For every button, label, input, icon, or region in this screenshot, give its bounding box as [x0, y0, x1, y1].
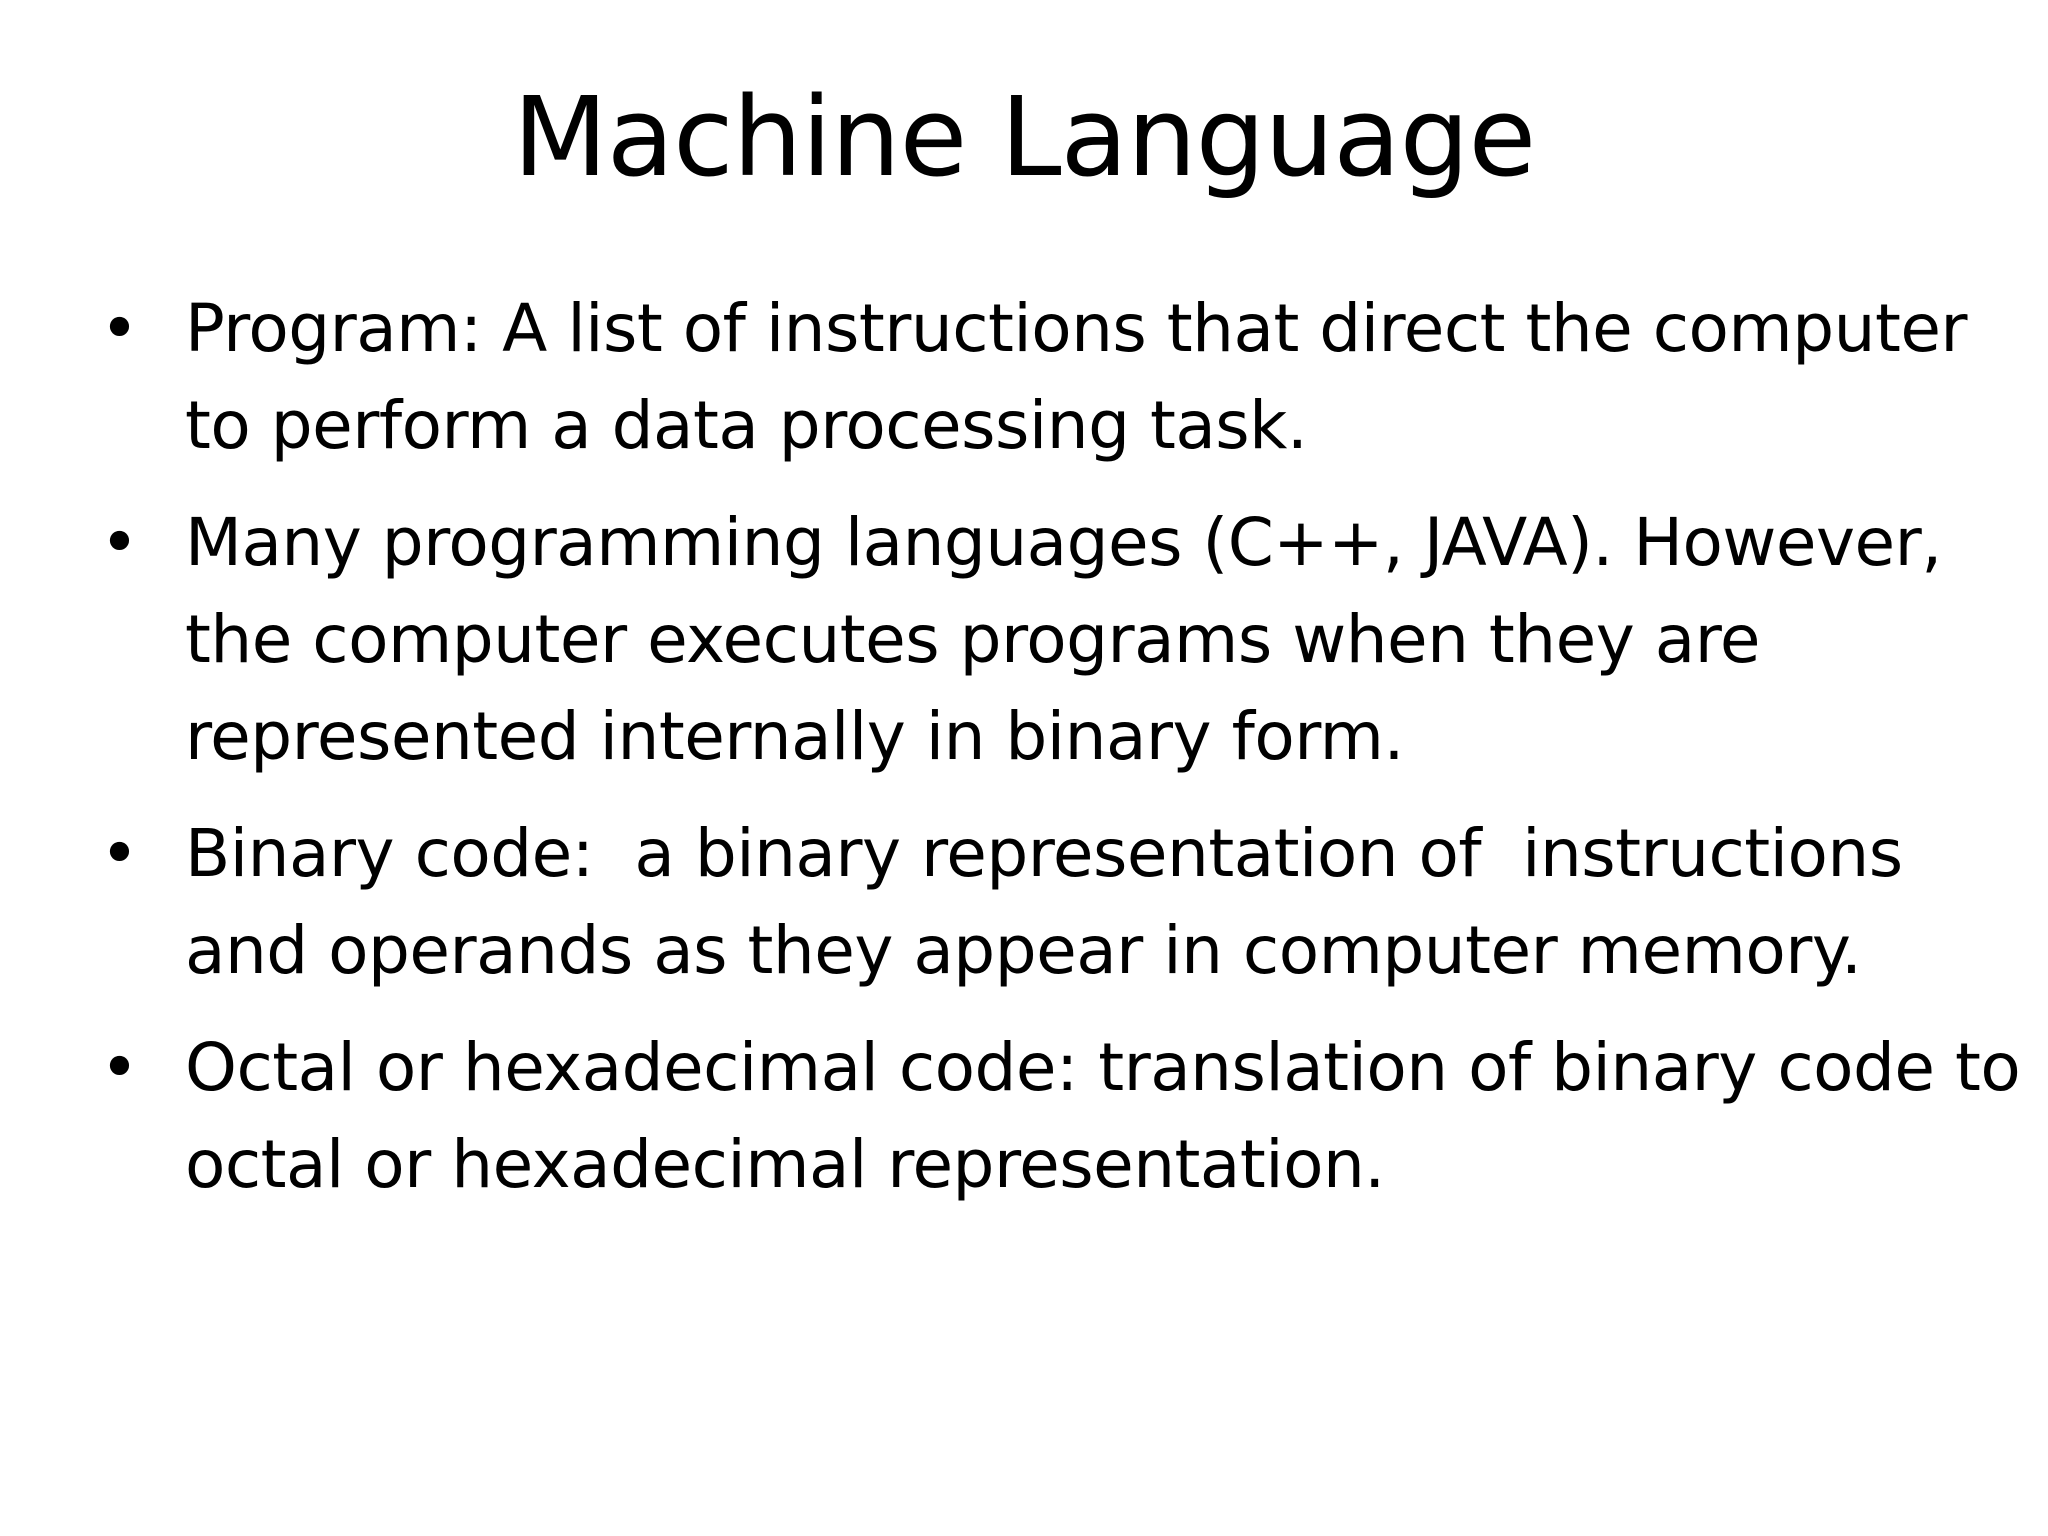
bullet-dot-icon: •	[100, 815, 139, 892]
bullet-item-octal-hex-code	[0, 1019, 2048, 1213]
bullet-item-programming-languages	[0, 494, 2048, 785]
bullet-dot-icon: •	[100, 290, 139, 367]
bullet-text	[185, 494, 2025, 785]
bullet-item-program	[0, 280, 2048, 474]
bullet-text	[185, 1019, 2025, 1213]
bullet-dot-icon: •	[100, 1029, 139, 1106]
bullet-line: and operands as they appear in computer memory.	[185, 912, 1862, 989]
bullet-line: Many programming languages (C++, JAVA). However,	[185, 504, 1942, 581]
bullet-text	[185, 280, 2025, 474]
bullet-line: Octal or hexadecimal code: translation of binary code to	[185, 1029, 2021, 1106]
bullet-line: Program: A list of instructions that direct the computer	[185, 290, 1968, 367]
bullet-line: represented internally in binary form.	[185, 698, 1404, 775]
bullet-line: octal or hexadecimal representation.	[185, 1126, 1385, 1203]
slide-title: Machine Language	[512, 73, 1536, 201]
bullet-line: to perform a data processing task.	[185, 387, 1308, 464]
bullet-item-binary-code	[0, 805, 2048, 999]
bullet-line: the computer executes programs when they are	[185, 601, 1761, 678]
bullet-text	[185, 805, 2025, 999]
bullet-line: Binary code: a binary representation of instructions	[185, 815, 1903, 892]
bullet-dot-icon: •	[100, 504, 139, 581]
bullet-list	[0, 280, 2048, 1233]
